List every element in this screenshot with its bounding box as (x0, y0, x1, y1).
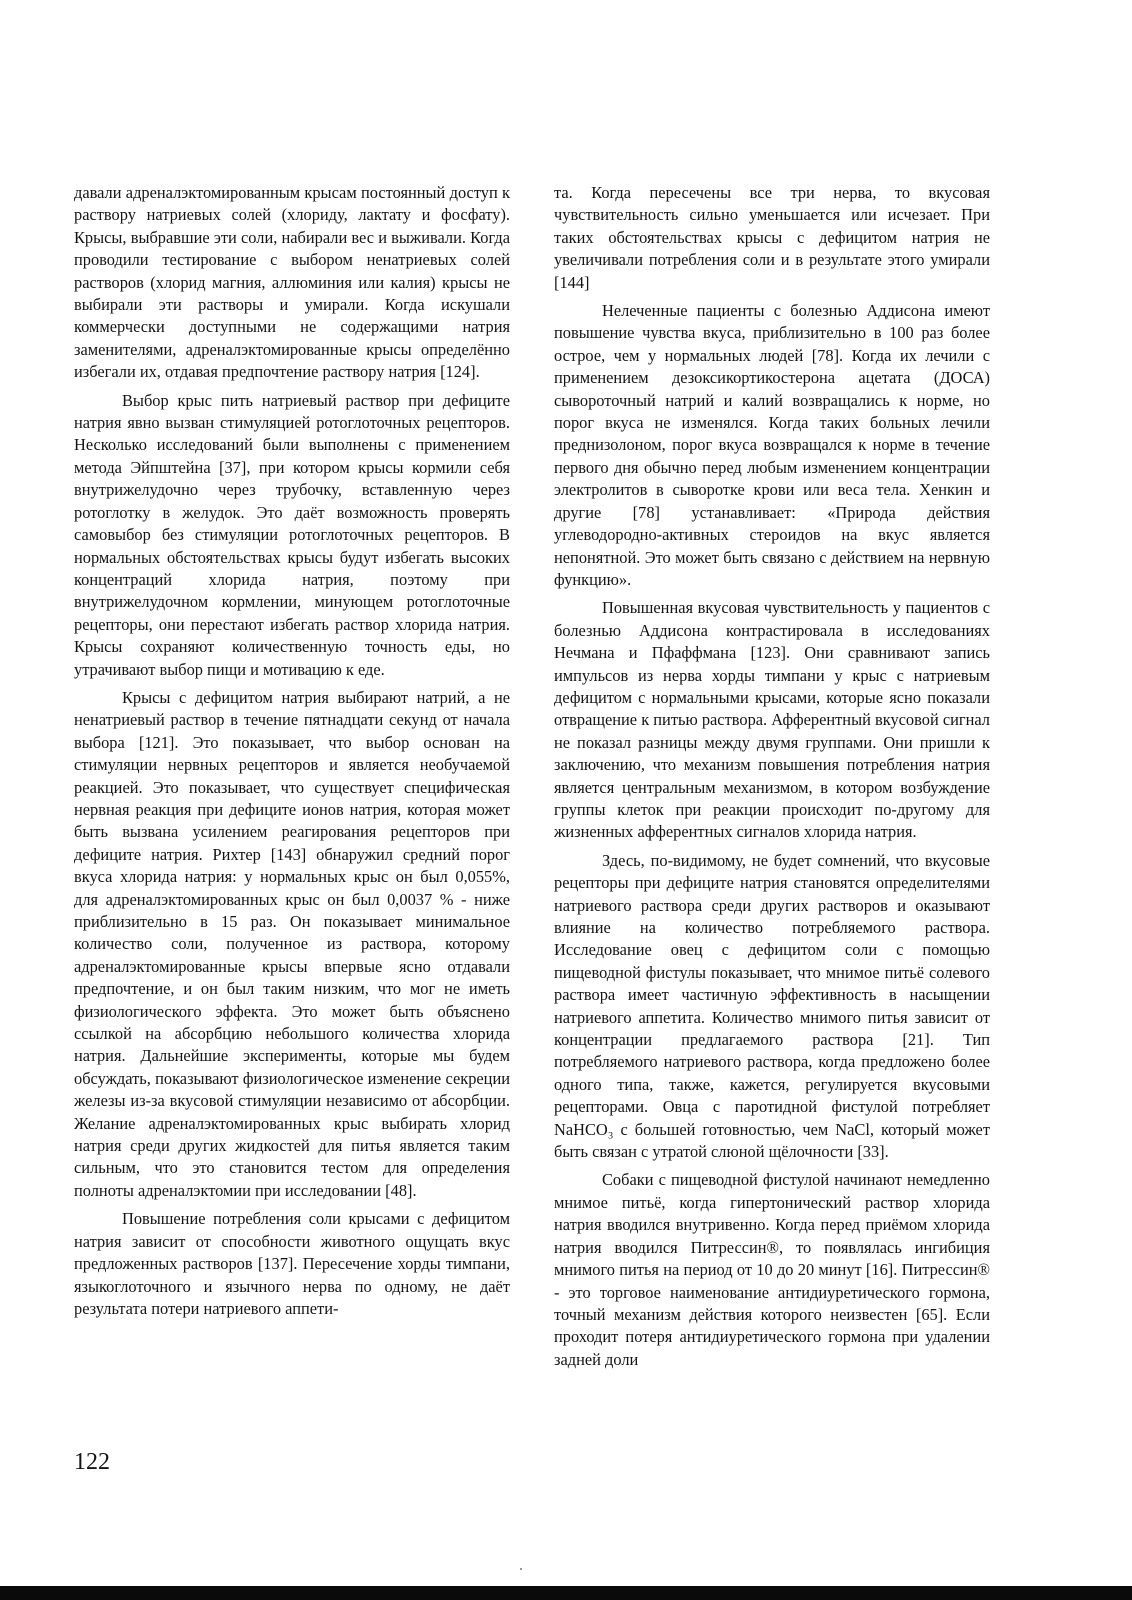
right-text-column (554, 182, 990, 1377)
paragraph: Выбор крыс пить натриевый раствор при дефиците натрия явно вызван стимуляцией ротоглоточных рецепторов. Несколько исследований были выполнены с применением метода Эйпштейна [37], при котором крысы кормили себя внутрижелудочно через трубочку, вставленную через ротоглотку в желудок. Это даёт возможность проверять самовыбор без стимуляции ротоглоточных рецепторов. В нормальных обстоятельствах крысы будут избегать высоких концентраций хлорида натрия, поэтому при внутрижелудочном кормлении, минующем ротоглоточные рецепторы, они перестают избегать раствор хлорида натрия. Крысы сохраняют количественную точность еды, но утрачивают выбор пищи и мотивацию к еде. (74, 390, 510, 679)
page-number: 122 (74, 1449, 110, 1475)
scan-edge-bar (0, 1586, 1132, 1600)
paragraph: Собаки с пищеводной фистулой начинают немедленно мнимое питьё, когда гипертонический раствор хлорида натрия вводился внутривенно. Когда перед приёмом хлорида натрия вводился Питрессин®, то появлялась ингибиция мнимого питья на период от 10 до 20 минут [16]. Питрессин® - это торговое наименование антидиуретического гормона, точный механизм действия которого неизвестен [65]. Если проходит потеря антидиуретического гормона при удалении задней доли (554, 1170, 990, 1369)
left-text-column (74, 182, 510, 1326)
paragraph: та. Когда пересечены все три нерва, то вкусовая чувствительность сильно уменьшается или исчезает. При таких обстоятельствах крысы с дефицитом натрия не увеличивали потребления соли и в результате этого умирали [144] (554, 183, 990, 292)
paragraph: Нелеченные пациенты с болезнью Аддисона имеют повышение чувства вкуса, приблизительно в 100 раз более острое, чем у нормальных людей [78]. Когда их лечили с применением дезоксикортикостерона ацетата (ДОСА) сывороточный натрий и калий возвращались к норме, но порог вкуса не изменялся. Когда таких больных лечили преднизолоном, порог вкуса возвращался к норме в течение первого дня обычно перед любым изменением концентрации электролитов в сыворотке крови или веса тела. Хенкин и другие [78] устанавливает: «Природа действия углеводородно-активных стероидов на вкус является непонятной. Это может быть связано с действием на нервную функцию». (554, 301, 990, 589)
paragraph: Крысы с дефицитом натрия выбирают натрий, а не ненатриевый раствор в течение пятнадцати секунд от начала выбора [121]. Это показывает, что выбор основан на стимуляции нервных рецепторов и является необучаемой реакцией. Это показывает, что существует специфическая нервная реакция при дефиците ионов натрия, которая может быть вызвана усилением реагирования рецепторов при дефиците натрия. Рихтер [143] обнаружил средний порог вкуса хлорида натрия: у нормальных крыс он был 0,055%, для адреналэктомированных крыс он был 0,0037 % - ниже приблизительно в 15 раз. Он показывает минимальное количество соли, полученное из раствора, которому адреналэктомированные крысы впервые ясно отдавали предпочтение, и он был таким низким, что мог не иметь физиологического эффекта. Это может быть объяснено ссылкой на абсорбцию небольшого количества хлорида натрия. Дальнейшие эксперименты, которые мы будем обсуждать, показывают физиологическое изменение секреции железы из-за вкусовой стимуляции независимо от абсорбции. Желание адреналэктомированных крыс выбирать хлорид натрия среди других жидкостей для питья является таким сильным, что это становится тестом для определения полноты адреналэктомии при исследовании [48]. (74, 687, 510, 1200)
paragraph: Повышение потребления соли крысами с дефицитом натрия зависит от способности животного ощущать вкус предложенных растворов [137]. Пересечение хорды тимпани, языкоглоточного и язычного нерва по одному, не даёт результата потери натриевого аппети- (74, 1209, 510, 1318)
paragraph: давали адреналэктомированным крысам постоянный доступ к раствору натриевых солей (хлориду, лактату и фосфату). Крысы, выбравшие эти соли, набирали вес и выживали. Когда проводили тестирование с выбором ненатриевых солей растворов (хлорид магния, аллюминия или калия) крысы не выбирали эти растворы и умирали. Когда искушали коммерчески доступными не содержащими натрия заменителями, адреналэктомированные крысы определённо избегали их, отдавая предпочтение раствору натрия [124]. (74, 183, 510, 382)
scan-speck (520, 1568, 522, 1570)
paragraph: Здесь, по-видимому, не будет сомнений, что вкусовые рецепторы при дефиците натрия становятся определителями натриевого раствора среди других растворов и оказывают влияние на количество потребляемого раствора. Исследование овец с дефицитом соли с помощью пищеводной фистулы показывает, что мнимое питьё солевого раствора имеет частичную эффективность в насыщении натриевого аппетита. Количество мнимого питья зависит от концентрации предлагаемого раствора [21]. Тип потребляемого натриевого раствора, когда предложено более одного типа, также, кажется, регулируется вкусовыми рецепторами. Овца с паротидной фистулой потребляет NaHCO₃ с большей готовностью, чем NaCl, который может быть связан с утратой слюной щёлочности [33]. (554, 850, 990, 1162)
paragraph: Повышенная вкусовая чувствительность у пациентов с болезнью Аддисона контрастировала в исследованиях Нечмана и Пфаффмана [123]. Они сравнивают запись импульсов из нерва хорды тимпани у крыс с натриевым дефицитом с нормальными крысами, которые ясно показали отвращение к питью раствора. Афферентный вкусовой сигнал не показал разницы между двумя группами. Они пришли к заключению, что механизм повышения потребления натрия является центральным механизмом, в котором возбуждение группы клеток при реакции происходит по-другому для жизненных афферентных сигналов хлорида натрия. (554, 598, 990, 842)
